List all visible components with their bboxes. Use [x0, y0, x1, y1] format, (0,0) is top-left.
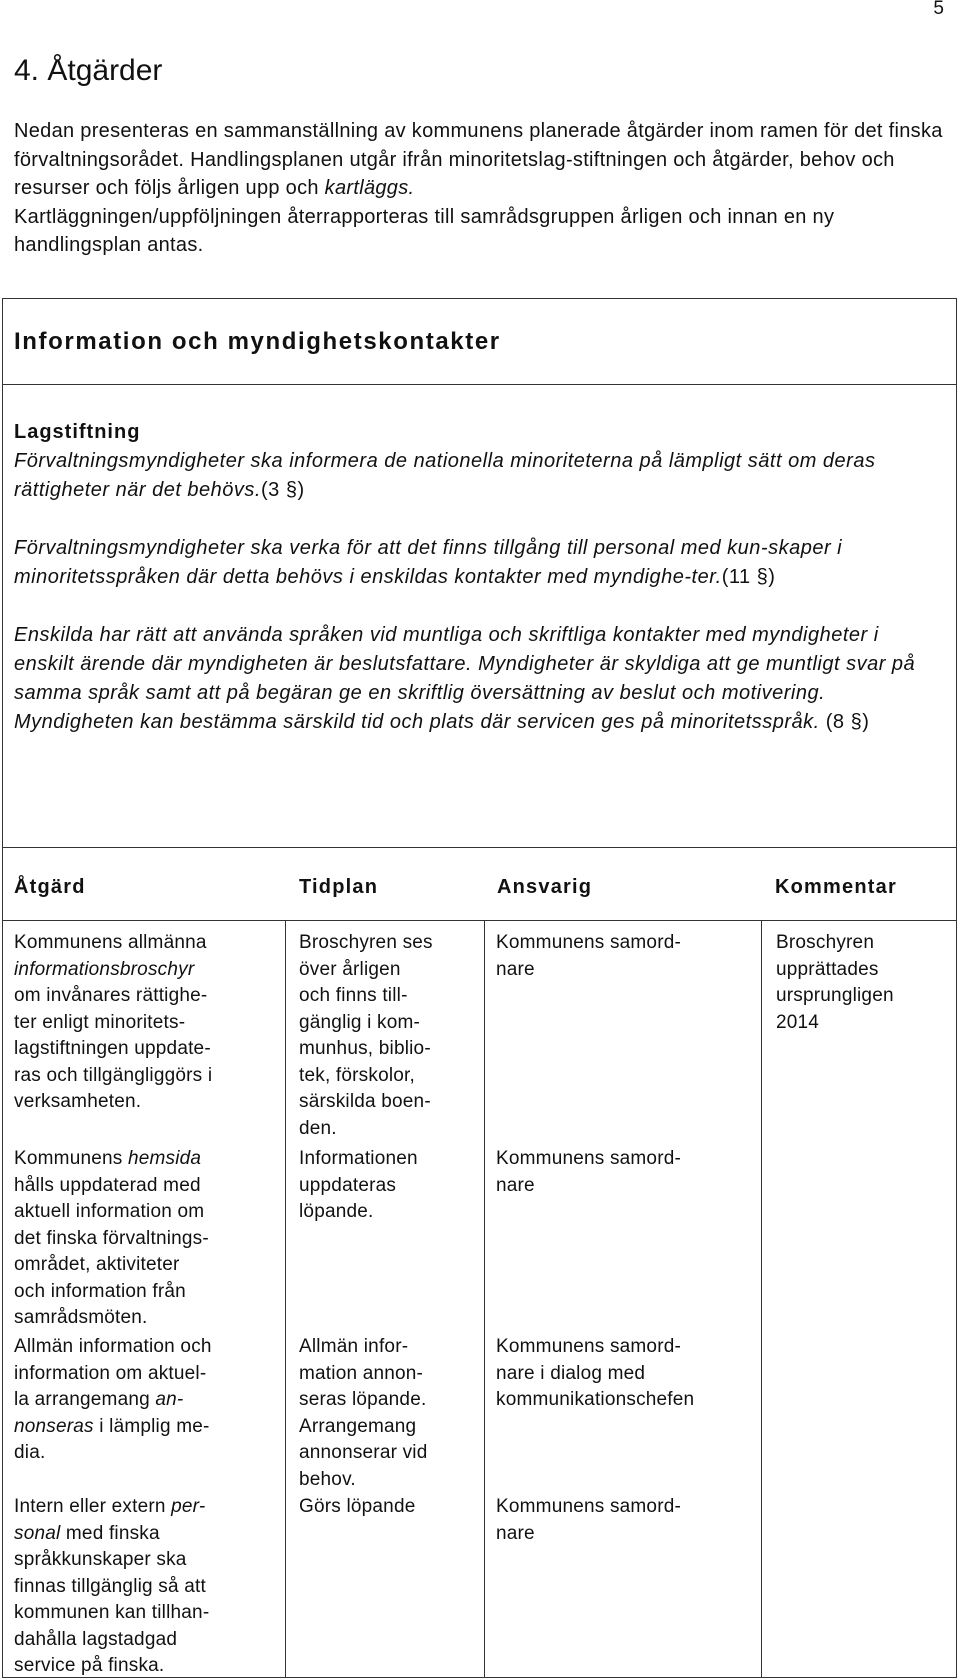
legislation-label: Lagstiftning	[14, 421, 141, 443]
table-row-2-action: Kommunens hemsida hålls uppdaterad med aktuell information om det finska förvaltnings- området, aktiviteter och information från samrådsmöten.	[14, 1148, 209, 1328]
table-row-4-schedule: Görs löpande	[299, 1496, 416, 1517]
table-row-2-schedule: Informationen uppdateras löpande.	[299, 1148, 418, 1222]
intro-paragraph-1: Nedan presenteras en sammanställning av kommunens planerade åtgärder inom ramen för det finska förvaltningsorådet. Handlingsplanen utgår ifrån minoritetslag-stiftningen och åtgärder, behov och resurser och följs årligen upp och kartläggs.	[14, 120, 943, 199]
table-row-4-action: Intern eller extern per- sonal med finska språkkunskaper ska finnas tillgänglig så att kommunen kan tillhan- dahålla lagstadgad service på finska.	[14, 1496, 210, 1676]
table-row-1-comment: Broschyren upprättades ursprungligen 2014	[776, 932, 894, 1033]
legislation-paragraph-1: Förvaltningsmyndigheter ska informera de nationella minoriteterna på lämpligt sätt om deras rättigheter när det behövs.(3 §)	[14, 450, 876, 501]
column-responsible	[484, 920, 762, 1678]
table-row-4-responsible: Kommunens samord- nare	[496, 1496, 682, 1544]
legislation-paragraph-3: Enskilda har rätt att använda språken vid muntliga och skriftliga kontakter med myndigheter i enskilt ärende där myndigheten är beslutsfattare. Myndigheter är skyldiga att ge muntligt svar på samma språk samt att på begäran ge en skriftlig översättning av beslut och motivering. Myndigheten kan bestämma särskild tid och plats där servicen ges på minoritetsspråk. (8 §)	[14, 624, 916, 733]
page-title: 4. Åtgärder	[14, 54, 163, 87]
table-row-1-action: Kommunens allmänna informationsbroschyr om invånares rättighe- ter enligt minoritets- lagstiftningen uppdate- ras och tillgängliggörs i verksamheten.	[14, 932, 213, 1112]
legislation-paragraph-2: Förvaltningsmyndigheter ska verka för att det finns tillgång till personal med kun-skaper i minoritetsspråken där detta behövs i enskildas kontakter med myndighe-ter.(11 §)	[14, 537, 843, 588]
header-comment: Kommentar	[775, 876, 897, 898]
table-row-1-schedule: Broschyren ses över årligen och finns till- gänglig i kom- munhus, biblio- tek, förskolor, särskilda boen- den.	[299, 932, 433, 1139]
table-row-3-action: Allmän information och information om aktuel- la arrangemang an- nonseras i lämplig me- dia.	[14, 1336, 212, 1463]
table-row-3-schedule: Allmän infor- mation annon- seras löpande. Arrangemang annonserar vid behov.	[299, 1336, 428, 1490]
header-schedule: Tidplan	[299, 876, 379, 898]
page-number: 5	[933, 0, 944, 19]
intro-text	[14, 117, 944, 260]
section-title: Information och myndighetskontakter	[14, 328, 501, 355]
intro-paragraph-2: Kartläggningen/uppföljningen återrapporteras till samrådsgruppen årligen och innan en ny handlingsplan antas.	[14, 205, 835, 256]
header-action: Åtgärd	[14, 876, 86, 898]
table-row-2-responsible: Kommunens samord- nare	[496, 1148, 682, 1196]
table-row-1-responsible: Kommunens samord- nare	[496, 932, 682, 980]
header-responsible: Ansvarig	[497, 876, 593, 898]
table-row-3-responsible: Kommunens samord- nare i dialog med kommunikationschefen	[496, 1336, 695, 1410]
legislation-text	[14, 418, 944, 737]
